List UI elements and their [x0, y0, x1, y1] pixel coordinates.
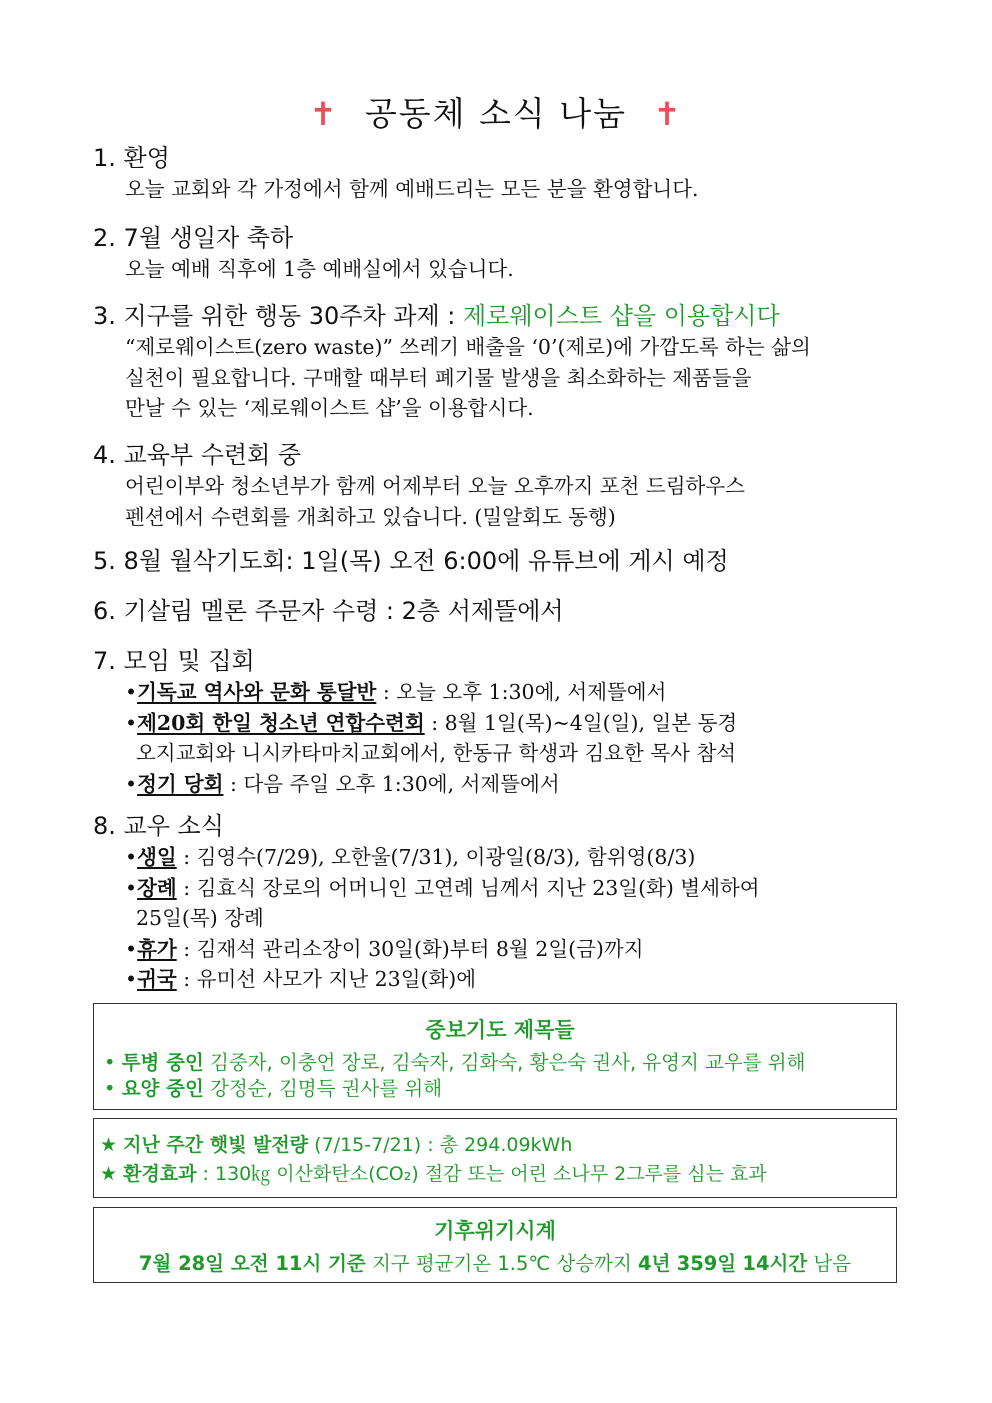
section-body: 오늘 교회와 각 가정에서 함께 예배드리는 모든 분을 환영합니다.: [125, 177, 699, 201]
section-title: 교육부 수련회 중: [123, 441, 302, 469]
list-item: •장례 : 김효식 장로의 어머니인 고연례 님께서 지난 23일(화) 별세하여: [125, 875, 760, 900]
item-continuation: 오지교회와 니시카타마치교회에서, 한동규 학생과 김요한 목사 참석: [136, 741, 737, 765]
section-body-line: 펜션에서 수련회를 개최하고 있습니다. (밀알회도 동행): [125, 504, 616, 529]
list-item: •생일 : 김영수(7/29), 오한울(7/31), 이광일(8/3), 함위영(8/3): [125, 845, 696, 869]
cross-right-icon: ✝: [653, 95, 683, 133]
section-member-news: [93, 810, 913, 995]
climate-years: 4년: [638, 1252, 671, 1275]
section-title: 기살림 멜론 주문자 수령 : 2층 서제뜰에서: [123, 597, 564, 625]
item-text: : 오늘 오후 1:30에, 서제뜰에서: [376, 680, 667, 704]
item-label: 장례: [137, 875, 177, 900]
solar-label: 환경효과: [123, 1163, 197, 1185]
climate-clock-title: 기후위기시계: [434, 1219, 556, 1243]
solar-line: [100, 1160, 896, 1189]
item-text: : 8월 1일(목)~4일(일), 일본 동경: [424, 710, 738, 735]
section-number: 2.: [93, 224, 116, 252]
section-body-line: 실천이 필요합니다. 구매할 때부터 폐기물 발생을 최소화하는 제품들을: [125, 365, 752, 390]
section-title: 교우 소식: [123, 812, 224, 840]
section-body-line: 어린이부와 청소년부가 함께 어제부터 오늘 오후까지 포천 드림하우스: [125, 474, 745, 498]
item-text: : 유미선 사모가 지난 23일(화)에: [176, 967, 477, 991]
solar-box: [93, 1118, 897, 1198]
section-number: 4.: [93, 441, 116, 469]
section-title: 8월 월삭기도회: 1일(목) 오전 6:00에 유튜브에 게시 예정: [123, 547, 729, 575]
prayer-line: [104, 1076, 896, 1102]
item-text: : 김재석 관리소장이 30일(화)부터 8월 2일(금)까지: [176, 936, 644, 961]
prayer-box: [93, 1003, 897, 1110]
climate-text: 지구 평균기온 1.5℃ 상승까지: [365, 1252, 639, 1275]
section-number: 3.: [93, 302, 116, 330]
section-number: 1.: [93, 144, 116, 172]
section-number: 8.: [93, 812, 116, 840]
section-title: 지구를 위한 행동 30주차 과제 :: [123, 302, 456, 330]
bullet: •: [104, 1051, 116, 1074]
climate-suffix: 남음: [807, 1252, 852, 1275]
item-text: : 다음 주일 오후 1:30에, 서제뜰에서: [223, 771, 560, 796]
bullet: •: [104, 1077, 116, 1100]
section-melon-order: [93, 595, 913, 627]
prayer-line: [104, 1050, 896, 1076]
section-number: 7.: [93, 647, 116, 675]
cross-left-icon: ✝: [309, 95, 339, 133]
section-earth-action: [93, 300, 913, 424]
section-number: 6.: [93, 597, 116, 625]
star-icon: ★: [100, 1134, 118, 1156]
item-label: 휴가: [137, 936, 177, 961]
page-title-text: 공동체 소식 나눔: [364, 94, 628, 133]
list-item: •귀국 : 유미선 사모가 지난 23일(화)에: [125, 967, 477, 991]
item-label: 귀국: [137, 967, 177, 991]
solar-text: : 130㎏ 이산화탄소(CO₂) 절감 또는 어린 소나무 2그루를 심는 효과: [196, 1163, 767, 1185]
list-item: •휴가 : 김재석 관리소장이 30일(화)부터 8월 2일(금)까지: [125, 936, 644, 961]
climate-days: 359일: [676, 1252, 737, 1275]
section-meetings: [93, 645, 913, 799]
section-highlight: 제로웨이스트 샵을 이용합시다: [462, 302, 780, 330]
solar-line: [100, 1131, 896, 1160]
section-title: 모임 및 집회: [123, 647, 255, 675]
prayer-text: 김중자, 이충언 장로, 김숙자, 김화숙, 황은숙 권사, 유영지 교우를 위해: [203, 1051, 806, 1074]
list-item: •제20회 한일 청소년 연합수련회 : 8월 1일(목)~4일(일), 일본 동경: [125, 710, 738, 735]
section-welcome: [93, 142, 913, 205]
item-label: 정기 당회: [137, 771, 224, 796]
item-label: 생일: [137, 845, 177, 869]
section-birthdays: [93, 222, 913, 285]
solar-label: 지난 주간 햇빛 발전량: [123, 1134, 309, 1156]
section-title: 7월 생일자 축하: [123, 224, 294, 252]
item-label: 제20회 한일 청소년 연합수련회: [137, 710, 425, 735]
climate-hours: 14시간: [742, 1252, 808, 1275]
climate-label: 7월 28일 오전 11시 기준: [138, 1252, 366, 1275]
section-number: 5.: [93, 547, 116, 575]
section-prayer-meeting: [93, 545, 913, 577]
prayer-text: 강정순, 김명득 권사를 위해: [203, 1077, 443, 1100]
item-continuation: 25일(목) 장례: [136, 906, 264, 930]
climate-clock-box: [93, 1207, 897, 1283]
prayer-box-title: 중보기도 제목들: [425, 1018, 575, 1042]
item-text: : 김효식 장로의 어머니인 고연례 님께서 지난 23일(화) 별세하여: [176, 875, 760, 900]
item-label: 기독교 역사와 문화 통달반: [137, 680, 377, 704]
section-body: 오늘 예배 직후에 1층 예배실에서 있습니다.: [125, 257, 514, 281]
section-body-line: 만날 수 있는 ‘제로웨이스트 샵’을 이용합시다.: [125, 396, 534, 420]
section-retreat: [93, 439, 913, 532]
item-text: : 김영수(7/29), 오한울(7/31), 이광일(8/3), 함위영(8/3): [176, 845, 696, 869]
prayer-label: 요양 중인: [121, 1077, 204, 1100]
list-item: •기독교 역사와 문화 통달반 : 오늘 오후 1:30에, 서제뜰에서: [125, 680, 667, 704]
climate-clock-line: [94, 1251, 896, 1277]
section-body-line: “제로웨이스트(zero waste)” 쓰레기 배출을 ‘0’(제로)에 가깝도록 하는 삶의: [125, 335, 811, 359]
list-item: •정기 당회 : 다음 주일 오후 1:30에, 서제뜰에서: [125, 771, 560, 796]
star-icon: ★: [100, 1163, 118, 1185]
section-title: 환영: [123, 144, 170, 172]
prayer-label: 투병 중인: [121, 1051, 204, 1074]
solar-text: (7/15-7/21) : 총 294.09kWh: [308, 1134, 573, 1156]
page-title: [0, 88, 992, 135]
